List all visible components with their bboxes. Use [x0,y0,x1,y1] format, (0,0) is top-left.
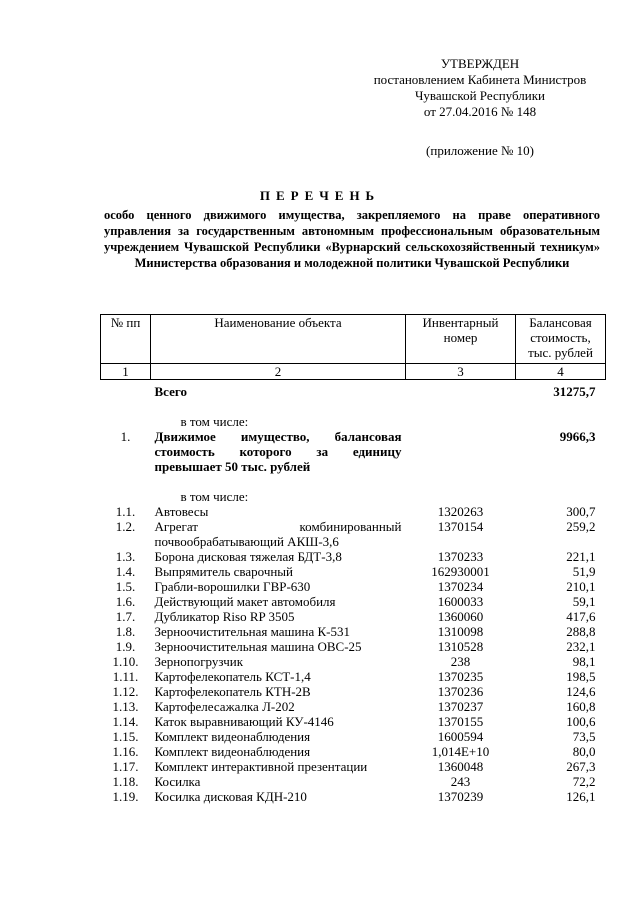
row-value: 126,1 [566,789,596,804]
row-value: 210,1 [566,579,596,594]
total-row [101,380,606,400]
total-label: Всего [154,384,187,399]
table-row [101,714,606,729]
section-num: 1. [120,429,131,444]
row-name: Зернопогрузчик [154,654,244,669]
table-row [101,504,606,519]
header-name: Наименование объекта [151,315,406,364]
row-inventory: 1360048 [437,759,484,774]
row-value: 417,6 [566,609,596,624]
row-name: Картофелекопатель КТН-2В [154,684,311,699]
row-inventory: 1600033 [437,594,484,609]
row-num: 1.1. [115,504,136,519]
approval-decree: постановлением Кабинета Министров [373,72,587,87]
row-value: 259,2 [566,519,596,534]
row-name: Действующий макет автомобиля [154,594,336,609]
row-num: 1.7. [115,609,136,624]
row-name: Грабли-ворошилки ГВР-630 [154,579,311,594]
col-number: 2 [151,364,406,380]
row-num: 1.9. [115,639,136,654]
including-label: в том числе: [180,489,249,504]
column-number-row [101,364,606,380]
row-inventory: 1310528 [437,639,484,654]
row-num: 1.19. [112,789,139,804]
row-name: Зерноочистительная машина К-531 [154,624,350,639]
row-num: 1.6. [115,594,136,609]
row-inventory: 1370239 [437,789,484,804]
row-value: 100,6 [566,714,596,729]
row-value: 267,3 [566,759,596,774]
total-value: 31275,7 [553,384,596,399]
table-row [101,684,606,699]
row-inventory: 1370234 [437,579,484,594]
table-row [101,774,606,789]
table-row [101,594,606,609]
approval-title: УТВЕРЖДЕН [440,56,520,71]
approval-block [350,56,610,120]
row-num: 1.13. [112,699,139,714]
row-num: 1.10. [112,654,139,669]
row-value: 124,6 [566,684,596,699]
table-row [101,564,606,579]
row-num: 1.5. [115,579,136,594]
table-row [101,729,606,744]
property-table [100,314,606,804]
table-row [101,624,606,639]
header-value: Балансовая стоимость, тыс. рублей [516,315,606,364]
section-label: Движимое имущество, балансовая стоимость которого за единицу превышает 50 тыс. рублей [154,429,402,474]
row-name: Косилка [154,774,201,789]
row-value: 59,1 [572,594,596,609]
table-row [101,639,606,654]
row-value: 73,5 [572,729,596,744]
row-inventory: 1370155 [437,714,484,729]
table-row [101,759,606,774]
row-name: Картофелесажалка Л-202 [154,699,295,714]
row-num: 1.16. [112,744,139,759]
header-num: № пп [101,315,151,364]
including-row [101,414,606,429]
row-num: 1.12. [112,684,139,699]
row-name: Косилка дисковая КДН-210 [154,789,307,804]
including-label: в том числе: [180,414,249,429]
table-row [101,789,606,804]
row-inventory: 238 [450,654,471,669]
row-inventory: 1370237 [437,699,484,714]
including-row [101,489,606,504]
table-header-row [101,315,606,364]
row-value: 160,8 [566,699,596,714]
table-row [101,609,606,624]
row-value: 198,5 [566,669,596,684]
row-value: 72,2 [572,774,596,789]
document-title: ПЕРЕЧЕНЬ [259,188,381,203]
table-row [101,579,606,594]
row-inventory: 1,014E+10 [431,744,490,759]
row-value: 80,0 [572,744,596,759]
row-name: Комплект видеонаблюдения [154,744,311,759]
row-num: 1.14. [112,714,139,729]
header-inventory: Инвентарный номер [406,315,516,364]
row-value: 98,1 [572,654,596,669]
row-name: Дубликатор Riso RP 3505 [154,609,295,624]
row-name: Картофелекопатель КСТ-1,4 [154,669,311,684]
section-value: 9966,3 [559,429,596,444]
row-name: Комплект видеонаблюдения [154,729,311,744]
col-number: 4 [516,364,606,380]
row-inventory: 1370154 [437,519,484,534]
table-row [101,744,606,759]
section-row [101,429,606,474]
row-name: Агрегат комбинированный почвообрабатывающий АКШ-3,6 [154,519,402,549]
row-num: 1.4. [115,564,136,579]
row-num: 1.2. [115,519,136,534]
document-subtitle: особо ценного движимого имущества, закрепляемого на праве оперативного управления за государственным автономным профессиональным образовательным учреждением Чувашской Республики «Вурнарский сельскохозяйственный техникум» Министерства образования и молодежной политики Чувашской Республики [104,208,600,270]
row-inventory: 1360060 [437,609,484,624]
table-row [101,669,606,684]
row-value: 51,9 [572,564,596,579]
row-value: 221,1 [566,549,596,564]
row-name: Борона дисковая тяжелая БДТ-3,8 [154,549,342,564]
row-num: 1.11. [112,669,139,684]
row-num: 1.8. [115,624,136,639]
row-value: 300,7 [566,504,596,519]
row-num: 1.18. [112,774,139,789]
row-name: Автовесы [154,504,209,519]
table-row [101,699,606,714]
row-value: 232,1 [566,639,596,654]
approval-date: от 27.04.2016 № 148 [423,104,537,119]
row-name: Комплект интерактивной презентации [154,759,368,774]
appendix-label: (приложение № 10) [426,143,534,158]
row-inventory: 1370233 [437,549,484,564]
row-inventory: 1600594 [437,729,484,744]
row-num: 1.17. [112,759,139,774]
row-inventory: 162930001 [431,564,490,579]
table-row [101,519,606,549]
row-inventory: 1310098 [437,624,484,639]
table-row [101,654,606,669]
row-num: 1.15. [112,729,139,744]
row-name: Выпрямитель сварочный [154,564,293,579]
approval-republic: Чувашской Республики [414,88,546,103]
row-name: Зерноочистительная машина ОВС-25 [154,639,362,654]
row-value: 288,8 [566,624,596,639]
table-row [101,549,606,564]
col-number: 3 [406,364,516,380]
row-inventory: 1370236 [437,684,484,699]
item-rows [101,504,606,804]
row-num: 1.3. [115,549,136,564]
row-inventory: 1370235 [437,669,484,684]
row-inventory: 1320263 [437,504,484,519]
row-inventory: 243 [450,774,471,789]
col-number: 1 [101,364,151,380]
row-name: Каток выравнивающий КУ-4146 [154,714,334,729]
